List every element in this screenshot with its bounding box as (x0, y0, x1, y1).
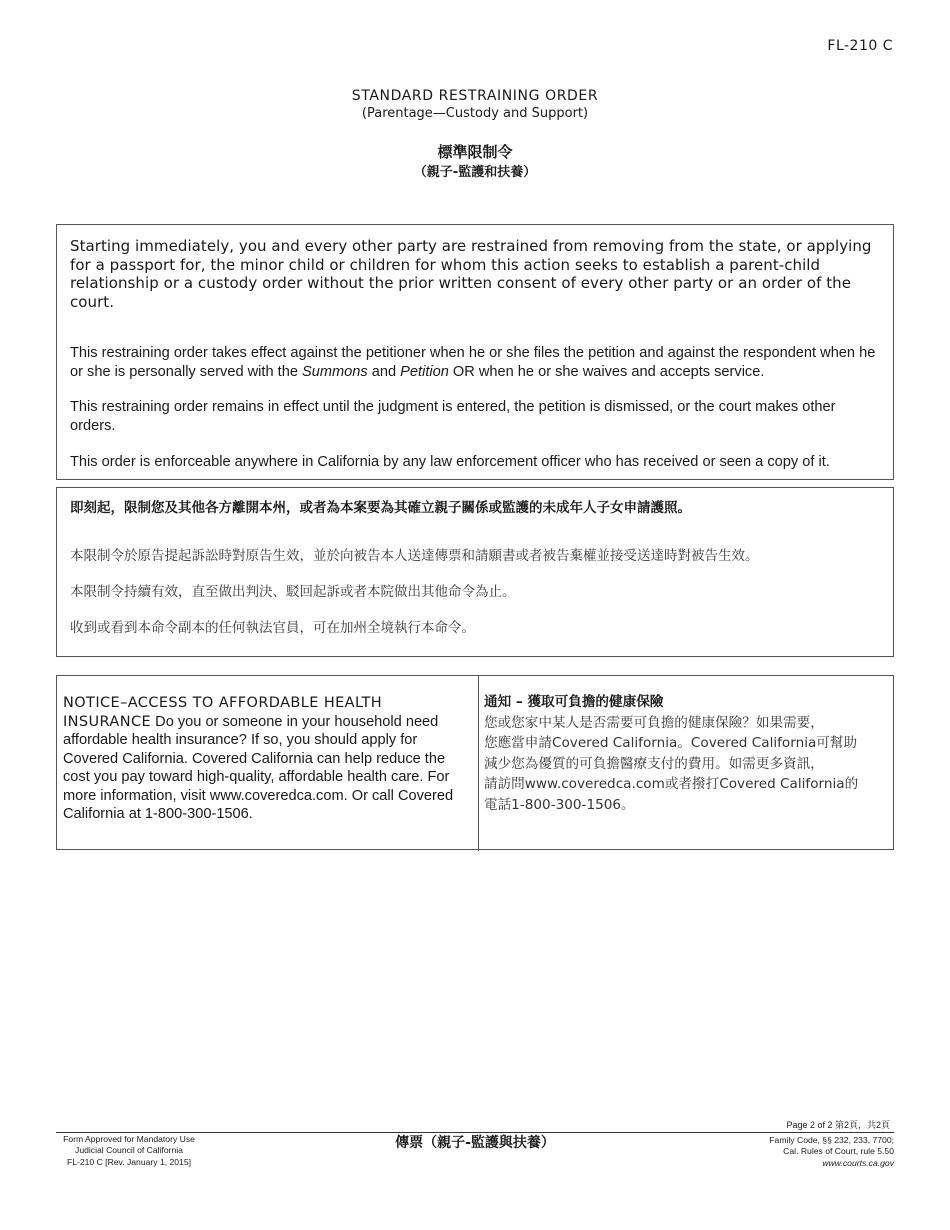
form-number: FL-210 C (827, 38, 893, 54)
title-zh: 標準限制令 (437, 143, 513, 161)
title-en: STANDARD RESTRAINING ORDER (351, 88, 599, 104)
footer-left-line-1: Form Approved for Mandatory Use (63, 1134, 195, 1144)
notice-english-heading: NOTICE–ACCESS TO AFFORDABLE HEALTH INSURANCE (63, 695, 383, 730)
subtitle-en: (Parentage—Custody and Support) (361, 106, 589, 121)
summons-term: Summons (302, 363, 368, 380)
courts-website-link[interactable]: www.courts.ca.gov (822, 1157, 894, 1168)
petition-term: Petition (400, 363, 449, 380)
order-zh-paragraph-2: 本限制令於原告提起訴訟時對原告生效，並於向被告本人送達傳票和請願書或者被告棄權並接受送達時對被告生效。 (70, 548, 759, 564)
notice-chinese-line-5: 電話1-800-300-1506。 (484, 796, 635, 813)
notice-chinese-line-4: 請訪問www.coveredca.com或者撥打Covered California的 (484, 776, 859, 792)
order-paragraph-2-and: and (367, 363, 401, 380)
footer-left-line-2: Judicial Council of California (75, 1145, 183, 1156)
footer-legal-references (769, 1135, 894, 1169)
footer-form-title: 傳票（親子-監護與扶養） (395, 1135, 555, 1151)
notice-chinese-line-2: 您應當申請Covered California。Covered California可幫助 (484, 735, 858, 751)
notice-chinese-heading: 通知 – 獲取可負擔的健康保險 (484, 694, 664, 710)
order-chinese-box (56, 487, 894, 657)
footer-right-line-2: Cal. Rules of Court, rule 5.50 (783, 1146, 894, 1157)
notice-english-body: Do you or someone in your household need affordable health insurance? If so, you should apply for Covered California. Covered California can help reduce the cost you pay toward high-quality, affordable health care. For more information, visit www.coveredca.com. Or call Covered California at 1-800-300-1506. (63, 713, 454, 822)
order-zh-paragraph-1: 即刻起，限制您及其他各方離開本州，或者為本案要為其確立親子關係或監護的未成年人子女申請護照。 (70, 500, 691, 516)
notice-chinese-line-1: 您或您家中某人是否需要可負擔的健康保險？如果需要， (484, 714, 824, 731)
footer-right-line-1: Family Code, §§ 232, 233, 7700; (769, 1135, 894, 1145)
order-paragraph-4: This order is enforceable anywhere in California by any law enforcement officer who has received or seen a copy of it. (70, 454, 830, 470)
health-insurance-notice (56, 675, 894, 850)
page-indicator: Page 2 of 2 第2頁，共2頁 (786, 1120, 890, 1130)
order-english-box (56, 224, 894, 480)
notice-english-cell (57, 676, 479, 851)
order-paragraph-2-part-b: OR when he or she waives and accepts service. (448, 363, 765, 380)
footer-left-line-3: FL-210 C [Rev. January 1, 2015] (66, 1156, 192, 1167)
order-paragraph-2 (70, 344, 880, 381)
notice-english-text (63, 694, 472, 824)
order-paragraph-3: This restraining order remains in effect until the judgment is entered, the petition is dismissed, or the court makes other orders. (70, 399, 836, 434)
subtitle-zh: （親子-監護和扶養） (413, 165, 537, 180)
order-paragraph-1: Starting immediately, you and every other party are restrained from removing from the state, or applying for a passport for, the minor child or children for whom this action seeks to establish a parent-child relationship or a custody order without the prior written consent of every other party or an order of the court. (70, 237, 872, 311)
order-zh-paragraph-4: 收到或看到本命令副本的任何執法官員，可在加州全境執行本命令。 (70, 620, 475, 636)
notice-chinese-cell (479, 676, 893, 851)
order-zh-paragraph-3: 本限制令持續有效，直至做出判決、駁回起訴或者本院做出其他命令為止。 (70, 584, 516, 600)
notice-chinese-line-3: 減少您為優質的可負擔醫療支付的費用。如需更多資訊， (484, 755, 824, 772)
order-paragraph-2-part-a: This restraining order takes effect against the petitioner when he or she files the petition and against the respondent when he or she is personally served with the (70, 345, 876, 380)
